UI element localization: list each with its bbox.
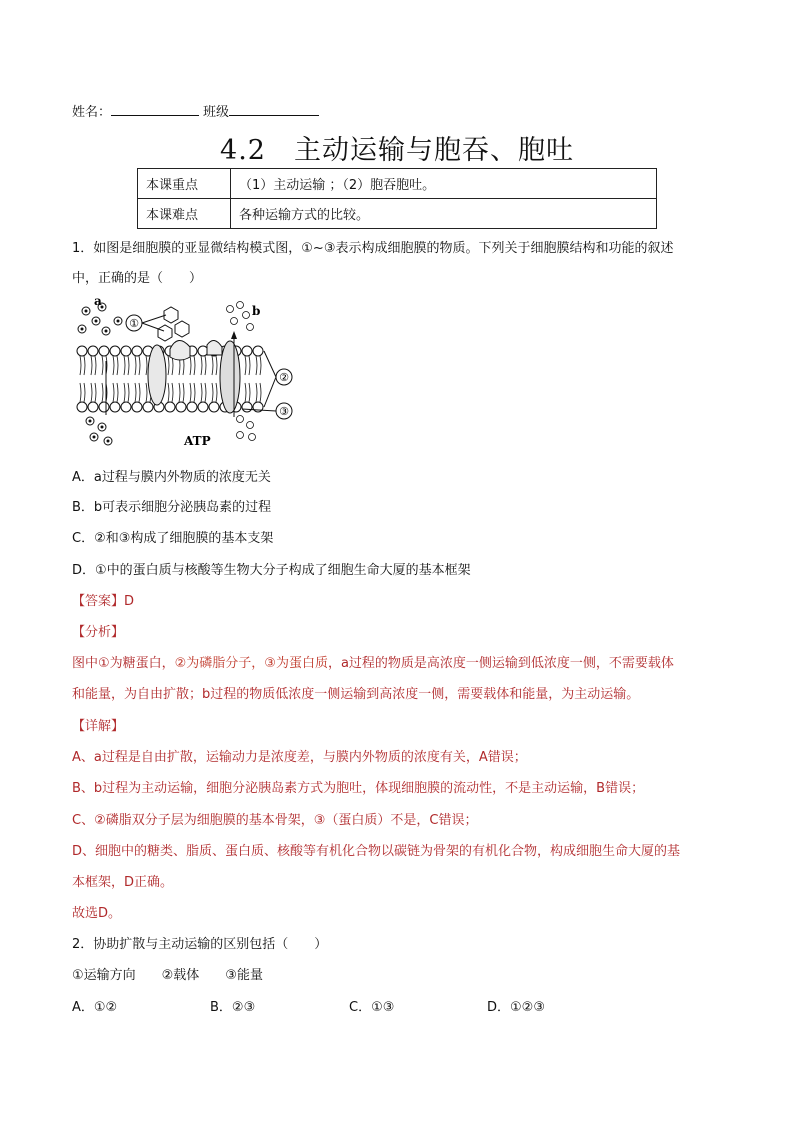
q2-stem: 2．协助扩散与主动运输的区别包括（ ）: [72, 937, 328, 952]
detail-line-d1: D、细胞中的糖类、脂质、蛋白质、核酸等有机化合物以碳链为骨架的有机化合物，构成细胞生命大厦的基: [72, 844, 681, 859]
answer-line: [72, 593, 134, 611]
analysis-line2: 和能量，为自由扩散；b过程的物质低浓度一侧运输到高浓度一侧，需要载体和能量，为主动运输。: [72, 687, 640, 702]
student-info-line: [72, 101, 319, 120]
q1-option-c: C．②和③构成了细胞膜的基本支架: [72, 531, 274, 546]
table-cell-key: 本课重点: [138, 169, 231, 199]
q1-stem-line2: 中，正确的是（ ）: [72, 271, 203, 286]
q2-items: ①运输方向 ②载体 ③能量: [72, 968, 263, 983]
protein-shape: [148, 345, 166, 405]
table-cell-value: 各种运输方式的比较。: [231, 199, 657, 229]
page-title: 4.2 主动运输与胞吞、胞吐: [220, 135, 574, 166]
answer-value: D: [124, 594, 135, 609]
label-a: a: [94, 297, 102, 308]
cell-membrane-diagram: [72, 297, 304, 453]
class-blank[interactable]: [229, 103, 319, 116]
label-2: ②: [279, 371, 289, 384]
label-atp: ATP: [184, 434, 211, 448]
table-cell-key: 本课难点: [138, 199, 231, 229]
q1-option-a: A．a过程与膜内外物质的浓度无关: [72, 470, 271, 485]
q2-option-d: D．①②③: [487, 1000, 545, 1015]
conclusion: 故选D。: [72, 906, 122, 921]
answer-label: 【答案】: [72, 594, 125, 609]
detail-line-d2: 本框架，D正确。: [72, 875, 174, 890]
analysis-text-b: ②为磷脂分子，③为蛋白质: [174, 656, 328, 671]
table-cell-value: （1）主动运输 ；（2）胞吞胞吐。: [231, 169, 657, 199]
lesson-info-table: [137, 168, 657, 229]
label-b: b: [252, 304, 261, 318]
detail-label: 【详解】: [72, 719, 125, 734]
q1-option-b: B．b可表示细胞分泌胰岛素的过程: [72, 500, 272, 515]
q2-option-c: C．①③: [349, 1000, 395, 1015]
detail-line-c: C、②磷脂双分子层为细胞膜的基本骨架，③（蛋白质）不是，C错误；: [72, 813, 478, 828]
name-blank[interactable]: [111, 103, 199, 116]
q1-option-d: D．①中的蛋白质与核酸等生物大分子构成了细胞生命大厦的基本框架: [72, 563, 471, 578]
label-1: ①: [129, 317, 139, 330]
analysis-label: 【分析】: [72, 625, 125, 640]
q2-option-b: B．②③: [210, 1000, 256, 1015]
q2-option-a: A．①②: [72, 1000, 118, 1015]
detail-line-b: B、b过程为主动运输，细胞分泌胰岛素方式为胞吐，体现细胞膜的流动性，不是主动运输，B错误；: [72, 781, 645, 796]
analysis-text-a: 图中①为糖蛋白，: [72, 656, 175, 671]
table-row: [138, 169, 657, 199]
analysis-text-c: ，a过程的物质是高浓度一侧运输到低浓度一侧，不需要载体: [327, 656, 674, 671]
detail-line-a: A、a过程是自由扩散，运输动力是浓度差，与膜内外物质的浓度有关，A错误；: [72, 750, 527, 765]
label-3: ③: [279, 405, 289, 418]
table-row: [138, 199, 657, 229]
analysis-line1: [72, 655, 674, 673]
class-label: 班级: [203, 105, 230, 120]
q1-stem-line1: 1．如图是细胞膜的亚显微结构模式图，①~③表示构成细胞膜的物质。下列关于细胞膜结构和功能的叙述: [72, 241, 674, 256]
name-label: 姓名：: [72, 105, 112, 120]
